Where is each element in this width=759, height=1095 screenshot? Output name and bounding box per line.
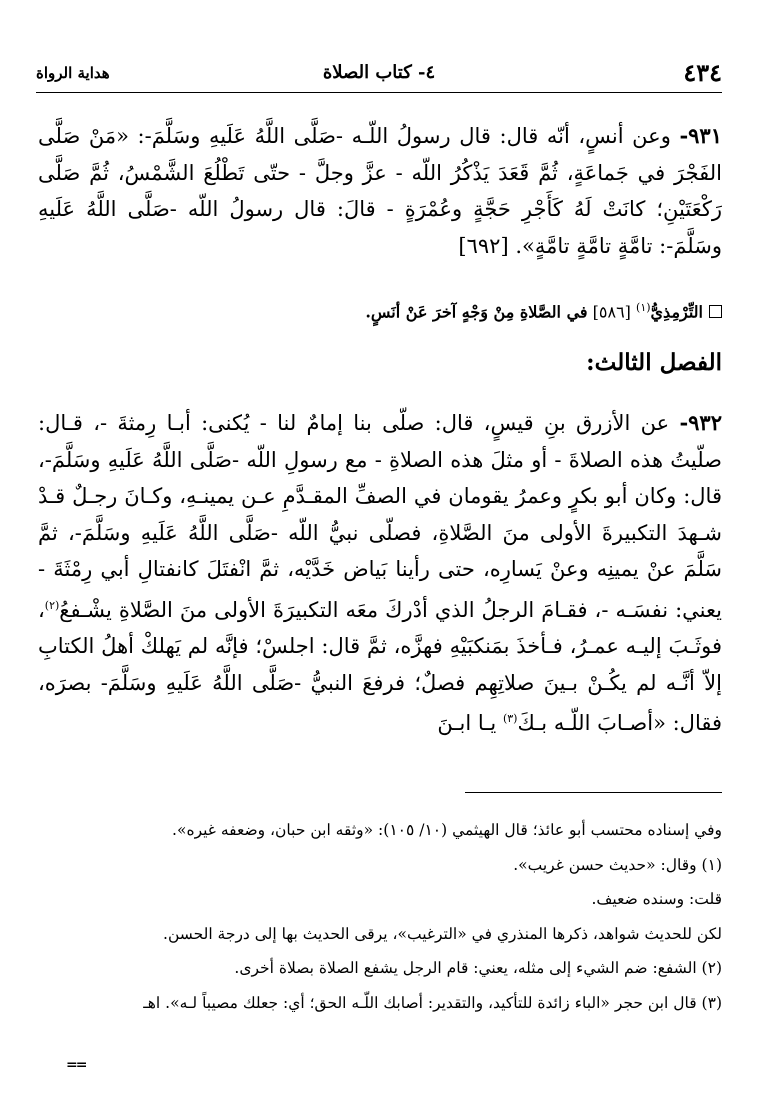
hadith-932 <box>38 405 722 742</box>
footnotes <box>38 818 722 1025</box>
footnote-line: (١) وقال: «حديث حسن غريب». <box>513 855 722 874</box>
footnote-line: (٣) قال ابن حجر «الباء زائدة للتأكيد، والتقدير: أصابك اللّـه الحق؛ أي: جعلك مصيباً لـه». اهـ <box>143 993 722 1012</box>
chapter-title: ٤- كتاب الصلاة <box>322 62 436 83</box>
continuation-mark: == <box>66 1057 86 1073</box>
running-header <box>36 58 722 88</box>
hadith-text-continued: ، فوثَـبَ إليـه عمـرُ، فـأخذَ بمَنكبَيْهِ فهزَّه، ثمَّ قال: اجلسْ؛ فإنَّه لم يَهلكْ أهلُ الكتابِ إلاّ أنَّـه لم يكُـنْ بـينَ صلاتِهِم فصلٌ؛ فرفعَ النبيُّ -صَلَّى اللَّهُ عَلَيهِ وسَلَّمَ- بصرَه، فقال: «أصـابَ اللّـه بـكَ <box>38 597 722 735</box>
footnote-line: (٢) الشفع: ضم الشيء إلى مثله، يعني: قام الرجل يشفع الصلاة بصلاة أخرى. <box>234 959 722 977</box>
footnote-marker: (١) <box>636 301 651 314</box>
footnote-separator <box>465 792 722 793</box>
source-tag: التِّرْمِذِيُّ <box>650 302 703 322</box>
hadith-text: عن الأزرق بنِ قيسٍ، قال: صلّى بنا إمامٌ لنا - يُكنى: أبـا رِمثةَ -، قـال: صلّيتُ هذه الصلاةَ - أو مثلَ هذه الصلاةِ - مع رسولِ اللّه -صَلَّى اللَّهُ عَلَيهِ وسَلَّمَ-، قال: وكان أبو بكرٍ وعمرُ يقومان في الصفِّ المقـدَّمِ عـن يمينـهِ، وكـانَ رجـلٌ قـدْ شـهدَ التكبيرةَ الأولى منَ الصَّلاةِ، فصلّى نبيُّ اللّه -صَلَّى اللَّهُ عَلَيهِ وسَلَّمَ-، ثمَّ سَلَّمَ عنْ يمينِه وعنْ يَسارِه، حتى رأينا بَياض خَدَّيْه، ثمَّ انْفتَلَ كانفتالِ أبي رِمْثَةَ - يعني: نفسَـه -، فقـامَ الرجلُ الذي أدْركَ معَه التكبيرَةَ الأولى منَ الصَّلاةِ يشْـفعُ <box>38 411 722 622</box>
footnote-marker: (٣) <box>502 712 518 725</box>
footnote-line: لكن للحديث شواهد، ذكرها المنذري في «الترغيب»، يرقى الحديث بها إلى درجة الحسن. <box>163 924 722 943</box>
header-rule <box>36 92 722 93</box>
source-text: في الصَّلاةِ مِنْ وَجْهٍ آخرَ عَنْ أنَسٍ. <box>365 302 588 322</box>
hadith-931 <box>38 118 722 264</box>
hadith-number: ٩٣١- <box>679 123 722 148</box>
footnote-line: وفي إسناده محتسب أبو عائذ؛ قال الهيثمي (١٠/ ١٠٥): «وثقه ابن حبان، وضعفه غيره». <box>172 821 722 839</box>
footnote-marker: (٢) <box>44 598 60 612</box>
hadith-reference: [٦٩٢] <box>458 233 509 258</box>
hadith-number: ٩٣٢- <box>679 410 722 435</box>
hadith-text: وعن أنسٍ، أنّه قال: قال رسولُ اللّـه -صَلَّى اللَّهُ عَلَيهِ وسَلَّمَ-: «مَنْ صَلَّى الفَجْرَ في جَماعَةٍ، ثُمَّ قَعَدَ يَذْكُرُ اللّه - عزَّ وجلَّ - حتّى تَطْلُعَ الشَّمْسُ، ثُمَّ صَلَّى رَكْعَتَيْنِ؛ كانَتْ لَهُ كَأَجْرِ حَجَّةٍ وعُمْرَةٍ - قالَ: قال رسولُ اللّه -صَلَّى اللَّهُ عَلَيهِ وسَلَّمَ-: تامَّةٍ تامَّةٍ تامَّةٍ». <box>38 124 722 258</box>
source-reference: [٥٨٦] <box>592 302 631 322</box>
footnote-line: قلت: وسنده ضعيف. <box>591 890 722 908</box>
book-title: هداية الرواة <box>36 64 110 82</box>
page-number: ٤٣٤ <box>683 58 722 87</box>
section-heading: الفصل الثالث: <box>586 349 722 376</box>
hadith-931-source <box>38 295 722 325</box>
hadith-text-end: يـا ابـنَ <box>437 711 503 735</box>
square-bullet-icon <box>709 305 722 318</box>
